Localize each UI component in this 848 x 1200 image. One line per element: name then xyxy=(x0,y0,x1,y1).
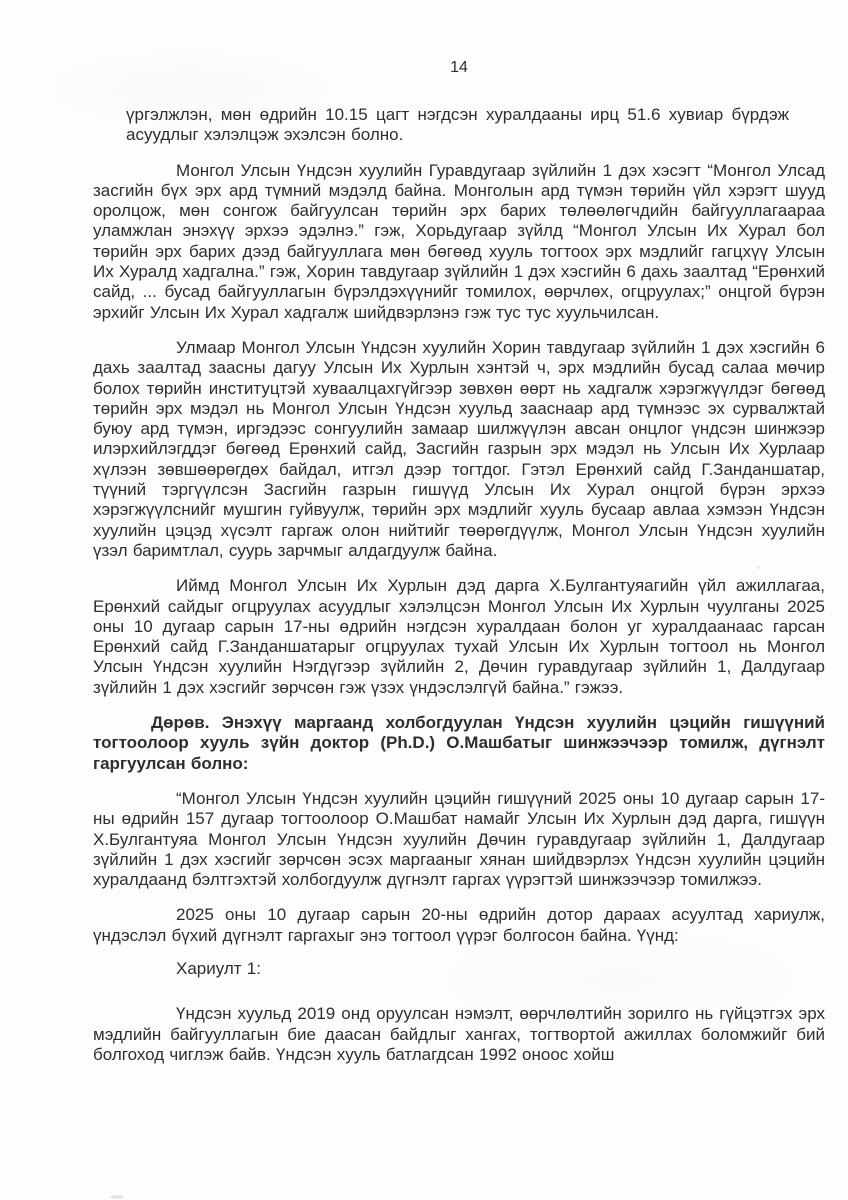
scan-artifact xyxy=(110,1195,124,1199)
paragraph-ulmaar-argument: Улмаар Монгол Улсын Үндсэн хуулийн Хорин тавдугаар зүйлийн 1 дэх хэсгийн 6 дахь заалтад заасны дагуу Улсын Их Хурлын хэнтэй ч, эрх мэдлийн бусад салаа мөчир болох төрийн институцтэй хуваалцахгүйгээр зөвхөн өөрт нь хадгалж хэрэгжүүлдэг бөгөөд төрийн эрх мэдэл нь Монгол Улсын Үндсэн хуульд зааснаар ард түмнээс эх сурвалжтай буюу ард түмэн, иргэдээс сонгуулийн замаар шилжүүлэн авсан онцлог үндсэн шинжээр илэрхийлэгддэг бөгөөд Ерөнхий сайд, Засгийн газрын эрх мэдэл нь Улсын Их Хурлаар хүлээн зөвшөөрөгдөх байдал, итгэл дээр тогтдог. Гэтэл Ерөнхий сайд Г.Занданшатар, түүний тэргүүлсэн Засгийн газрын гишүүд Улсын Их Хурал онцгой бүрэн эрхээ хэрэгжүүлснийг мушгин гуйвуулж, төрийн эрх мэдлийг хууль бусаар авлаа хэмээн Үндсэн хуулийн цэцэд хүсэлт гаргаж олон нийтийг төөрөгдүүлж, Монгол Улсын Үндсэн хуулийн үзэл баримтлал, суурь зарчмыг алдагдуулж байна. xyxy=(93,337,825,560)
paragraph-continued-from-previous-page: үргэлжлэн, мөн өдрийн 10.15 цагт нэгдсэн хуралдааны ирц 51.6 хувиар бүрдэж асуудлыг хэлэлцэж эхэлсэн болно. xyxy=(126,105,789,145)
page-content xyxy=(93,58,825,1065)
paragraph-deadline: 2025 оны 10 дугаар сарын 20-ны өдрийн дотор дараах асуултад хариулж, үндэслэл бүхий дүгнэлт гаргахыг энэ тогтоол үүрэг болгосон байна. Үүнд: xyxy=(93,905,825,945)
paragraph-answer-1-body: Үндсэн хуульд 2019 онд оруулсан нэмэлт, өөрчлөлтийн зорилго нь гүйцэтгэх эрх мэдлийн байгууллагын бие даасан байдлыг хангах, тогтвортой ажиллах боломжийг бий болгоход чиглэж байв. Үндсэн хууль батлагдсан 1992 оноос хойш xyxy=(93,1004,825,1064)
scan-artifact xyxy=(757,566,760,569)
paragraph-constitution-articles: Монгол Улсын Үндсэн хуулийн Гуравдугаар зүйлийн 1 дэх хэсэгт “Монгол Улсад засгийн бүх эрх ард түмний мэдэлд байна. Монголын ард түмэн төрийн үйл хэрэгт шууд оролцож, мөн сонгож байгуулсан төрийн эрх барих төлөөлөгчдийн байгууллагаараа уламжлан энэхүү эрхээ эдэлнэ.” гэж, Хорьдугаар зүйлд “Монгол Улсын Их Хурал бол төрийн эрх барих дээд байгууллага мөн бөгөөд хууль тогтоох эрх мэдлийг гагцхүү Улсын Их Хуралд хадгална.” гэж, Хорин тавдугаар зүйлийн 1 дэх хэсгийн 6 дахь заалтад “Ерөнхий сайд, ... бусад байгууллагын бүрэлдэхүүнийг томилох, өөрчлөх, огцруулах;” онцгой бүрэн эрхийг Улсын Их Хурал хадгалж шийдвэрлэнэ гэж тус тус хуульчилсан. xyxy=(93,160,825,322)
section-four-heading: Дөрөв. Энэхүү маргаанд холбогдуулан Үндсэн хуулийн цэцийн гишүүний тогтоолоор хууль зүйн доктор (Ph.D.) О.Машбатыг шинжээчээр томилж, дүгнэлт гаргуулсан болно: xyxy=(93,713,825,773)
page-number: 14 xyxy=(450,59,468,76)
answer-1-label: Хариулт 1: xyxy=(176,958,261,978)
paragraph-iimd-conclusion: Иймд Монгол Улсын Их Хурлын дэд дарга Х.Булгантуяагийн үйл ажиллагаа, Ерөнхий сайдыг огцруулах асуудлыг хэлэлцсэн Монгол Улсын Их Хурлын чуулганы 2025 оны 10 дугаар сарын 17-ны өдрийн нэгдсэн хуралдаан болон уг хуралдаанаас гарсан Ерөнхий сайд Г.Занданшатарыг огцруулах тухай Улсын Их Хурлын тогтоол нь Монгол Улсын Үндсэн хуулийн Нэгдүгээр зүйлийн 2, Дөчин гуравдугаар зүйлийн 1, Далдугаар зүйлийн 1 дэх хэсгийг зөрчсөн гэж үзэх үндэслэлгүй байна.” гэжээ. xyxy=(93,576,825,697)
paragraph-expert-appointment-quote: “Монгол Улсын Үндсэн хуулийн цэцийн гишүүний 2025 оны 10 дугаар сарын 17-ны өдрийн 157 дугаар тогтоолоор О.Машбат намайг Улсын Их Хурлын дэд дарга, гишүүн Х.Булгантуяа Монгол Улсын Үндсэн хуулийн Дөчин гуравдугаар зүйлийн 1, Далдугаар зүйлийн 1 дэх хэсгийг зөрчсөн эсэх маргааныг хянан шийдвэрлэх Үндсэн хуулийн цэцийн хуралдаанд бэлтгэхтэй холбогдуулж дүгнэлт гаргах үүрэгтэй шинжээчээр томилжээ. xyxy=(93,788,825,890)
